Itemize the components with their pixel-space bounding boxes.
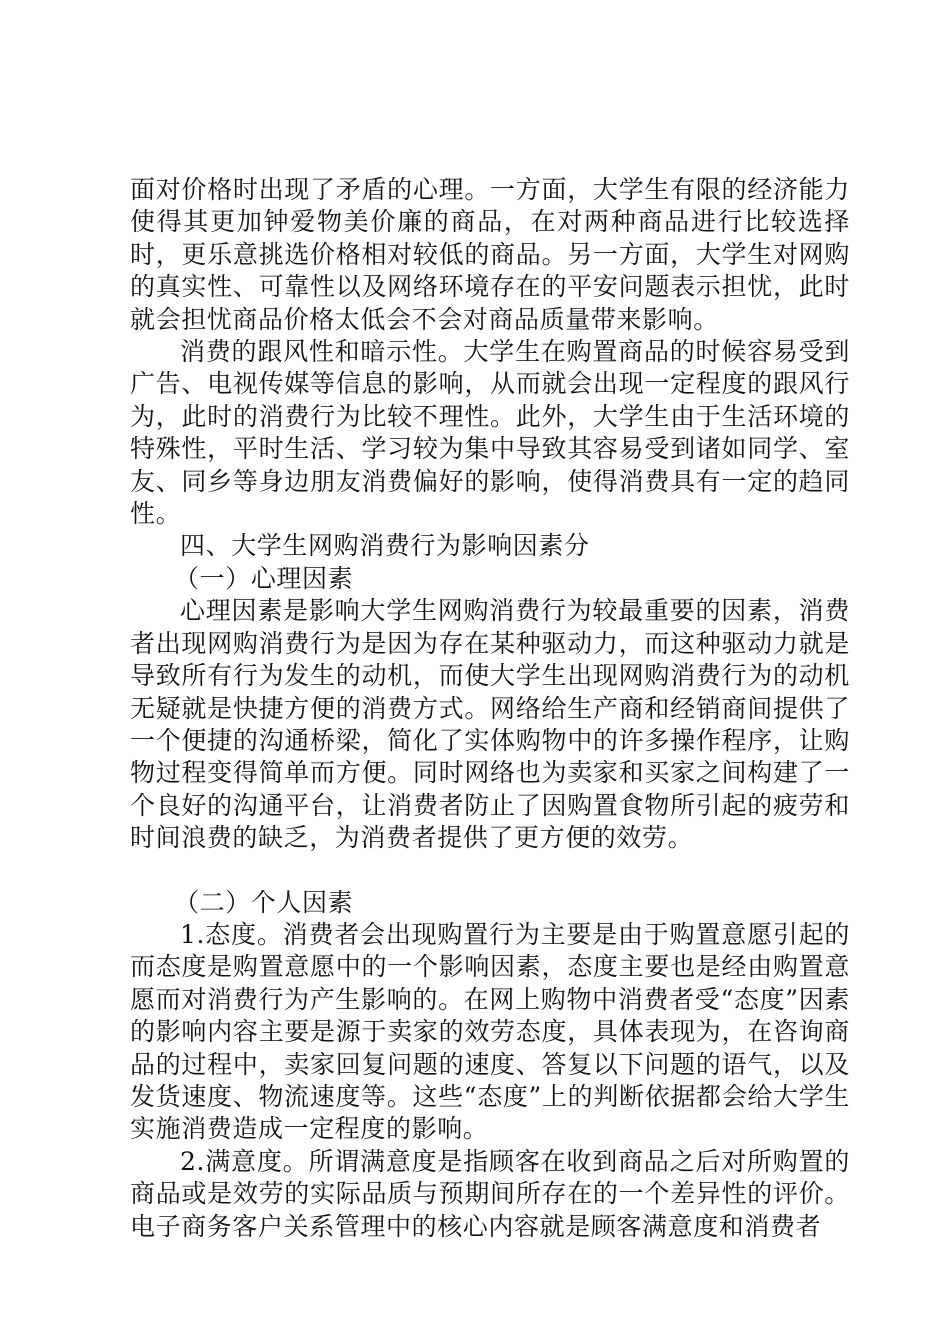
paragraph-satisfaction: 2.满意度。所谓满意度是指顾客在收到商品之后对所购置的商品或是效劳的实际品质与预期间所存在的一个差异性的评价。电子商务客户关系管理中的核心内容就是顾客满意度和消费者	[130, 1146, 850, 1241]
subsection-heading-psychological: （一）心理因素	[174, 563, 354, 593]
document-body	[130, 174, 850, 1243]
paragraph-price-contradiction: 面对价格时出现了矛盾的心理。一方面，大学生有限的经济能力使得其更加钟爱物美价廉的商品，在对两种商品进行比较选择时，更乐意挑选价格相对较低的商品。另一方面，大学生对网购的真实性、可靠性以及网络环境存在的平安问题表示担忧，此时就会担忧商品价格太低会不会对商品质量带来影响。	[130, 175, 850, 334]
subsection-heading-personal: （二）个人因素	[174, 887, 354, 917]
paragraph-herd-consumption: 消费的跟风性和暗示性。大学生在购置商品的时候容易受到广告、电视传媒等信息的影响，从而就会出现一定程度的跟风行为，此时的消费行为比较不理性。此外，大学生由于生活环境的特殊性，平时生活、学习较为集中导致其容易受到诸如同学、室友、同乡等身边朋友消费偏好的影响，使得消费具有一定的趋同性。	[130, 337, 850, 529]
paragraph-psychological-factors: 心理因素是影响大学生网购消费行为较最重要的因素，消费者出现网购消费行为是因为存在某种驱动力，而这种驱动力就是导致所有行为发生的动机，而使大学生出现网购消费行为的动机无疑就是快捷方便的消费方式。网络给生产商和经销商间提供了一个便捷的沟通桥梁，简化了实体购物中的许多操作程序，让购物过程变得简单而方便。同时网络也为卖家和买家之间构建了一个良好的沟通平台，让消费者防止了因购置食物所引起的疲劳和时间浪费的缺乏，为消费者提供了更方便的效劳。	[130, 596, 850, 853]
blank-line	[130, 855, 850, 887]
section-heading-factors: 四、大学生网购消费行为影响因素分	[180, 531, 590, 561]
paragraph-attitude: 1.态度。消费者会出现购置行为主要是由于购置意愿引起的而态度是购置意愿中的一个影响因素，态度主要也是经由购置意愿而对消费行为产生影响的。在网上购物中消费者受“态度”因素的影响内容主要是源于卖家的效劳态度，具体表现为，在咨询商品的过程中，卖家回复问题的速度、答复以下问题的语气，以及发货速度、物流速度等。这些“态度”上的判断依据都会给大学生实施消费造成一定程度的影响。	[130, 919, 850, 1144]
